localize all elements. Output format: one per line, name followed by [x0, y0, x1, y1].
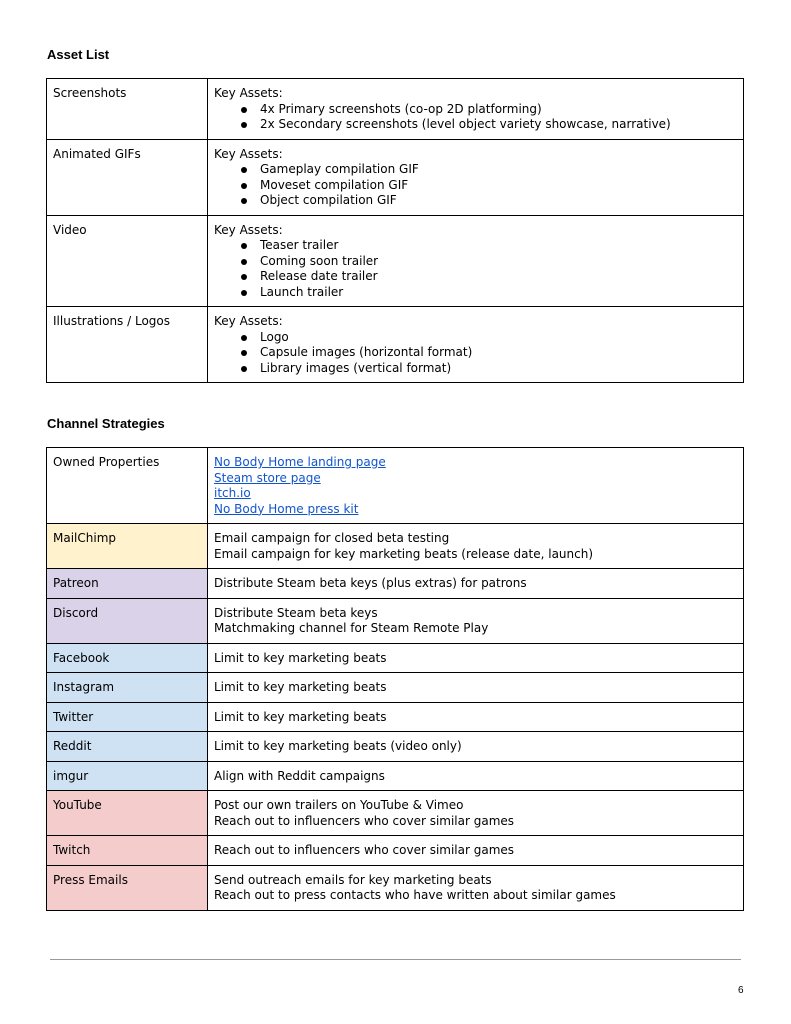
key-assets-label: Key Assets:	[214, 86, 283, 100]
channel-name: Press Emails	[47, 865, 208, 910]
strategy-line: Distribute Steam beta keys	[214, 605, 378, 620]
channel-name: MailChimp	[47, 524, 208, 569]
asset-details	[208, 215, 744, 307]
channel-strategies-heading: Channel Strategies	[47, 416, 165, 431]
owned-property-link[interactable]: Steam store page	[214, 470, 321, 485]
bullet-list	[214, 330, 737, 377]
table-row	[47, 643, 744, 673]
table-row	[47, 139, 744, 215]
table-row	[47, 598, 744, 643]
channel-name: Facebook	[47, 643, 208, 673]
channel-name: YouTube	[47, 791, 208, 836]
channel-strategy	[208, 702, 744, 732]
asset-category: Video	[47, 215, 208, 307]
table-row	[47, 836, 744, 866]
strategy-line: Limit to key marketing beats	[214, 650, 387, 665]
strategy-line: Align with Reddit campaigns	[214, 768, 385, 783]
channel-strategies-table	[46, 447, 744, 911]
asset-details	[208, 139, 744, 215]
list-item: Moveset compilation GIF	[238, 178, 737, 194]
list-item: Coming soon trailer	[238, 254, 737, 270]
strategy-line: Distribute Steam beta keys (plus extras) for patrons	[214, 576, 527, 590]
channel-strategy	[208, 865, 744, 910]
bullet-list	[214, 238, 737, 300]
channel-strategy	[208, 643, 744, 673]
asset-category: Screenshots	[47, 79, 208, 140]
channel-strategy	[208, 732, 744, 762]
table-row	[47, 732, 744, 762]
channel-strategy	[208, 761, 744, 791]
strategy-line: Reach out to influencers who cover similar games	[214, 843, 515, 857]
channel-name: Instagram	[47, 673, 208, 703]
strategy-line: Post our own trailers on YouTube & Vimeo	[214, 798, 464, 812]
channel-strategy	[208, 524, 744, 569]
strategy-line: Limit to key marketing beats	[214, 709, 387, 724]
list-item: Library images (vertical format)	[238, 361, 737, 377]
key-assets-label: Key Assets:	[214, 222, 283, 237]
footer-divider	[50, 959, 741, 960]
bullet-list	[214, 102, 737, 133]
channel-strategy	[208, 836, 744, 866]
list-item: Teaser trailer	[238, 238, 737, 254]
owned-property-link[interactable]: No Body Home landing page	[214, 455, 386, 469]
owned-property-link[interactable]: itch.io	[214, 486, 251, 500]
table-row	[47, 569, 744, 599]
asset-details	[208, 79, 744, 140]
asset-list-table	[46, 78, 744, 383]
channel-strategy	[208, 673, 744, 703]
page-number: 6	[738, 985, 744, 996]
table-row	[47, 673, 744, 703]
strategy-line: Limit to key marketing beats (video only)	[214, 739, 462, 753]
key-assets-label: Key Assets:	[214, 314, 283, 328]
asset-list-heading: Asset List	[47, 47, 110, 62]
list-item: 4x Primary screenshots (co-op 2D platforming)	[238, 102, 737, 118]
asset-details	[208, 307, 744, 383]
list-item: Object compilation GIF	[238, 193, 737, 209]
strategy-line: Email campaign for key marketing beats (release date, launch)	[214, 546, 594, 561]
table-row	[47, 865, 744, 910]
strategy-line: Reach out to press contacts who have written about similar games	[214, 888, 616, 902]
bullet-list	[214, 162, 737, 209]
strategy-line: Reach out to influencers who cover similar games	[214, 813, 515, 828]
list-item: Launch trailer	[238, 285, 737, 301]
strategy-line: Send outreach emails for key marketing beats	[214, 872, 492, 887]
list-item: Gameplay compilation GIF	[238, 162, 737, 178]
list-item: 2x Secondary screenshots (level object variety showcase, narrative)	[238, 117, 737, 133]
channel-name: Twitch	[47, 836, 208, 866]
table-row	[47, 524, 744, 569]
channel-name: Reddit	[47, 732, 208, 762]
list-item: Logo	[238, 330, 737, 346]
table-row	[47, 761, 744, 791]
table-row	[47, 791, 744, 836]
table-row	[47, 307, 744, 383]
channel-strategy	[208, 598, 744, 643]
key-assets-label: Key Assets:	[214, 146, 283, 161]
asset-category: Animated GIFs	[47, 139, 208, 215]
strategy-line: Matchmaking channel for Steam Remote Play	[214, 621, 489, 635]
channel-name: Discord	[47, 598, 208, 643]
table-row	[47, 702, 744, 732]
channel-name: imgur	[47, 761, 208, 791]
owned-property-link[interactable]: No Body Home press kit	[214, 501, 359, 516]
channel-name: Patreon	[47, 569, 208, 599]
strategy-line: Email campaign for closed beta testing	[214, 531, 450, 545]
table-row	[47, 448, 744, 524]
list-item: Release date trailer	[238, 269, 737, 285]
channel-name: Owned Properties	[47, 448, 208, 524]
list-item: Capsule images (horizontal format)	[238, 345, 737, 361]
channel-strategy	[208, 448, 744, 524]
table-row	[47, 79, 744, 140]
strategy-line: Limit to key marketing beats	[214, 680, 387, 694]
table-row	[47, 215, 744, 307]
channel-strategy	[208, 791, 744, 836]
asset-category: Illustrations / Logos	[47, 307, 208, 383]
channel-strategy	[208, 569, 744, 599]
channel-name: Twitter	[47, 702, 208, 732]
